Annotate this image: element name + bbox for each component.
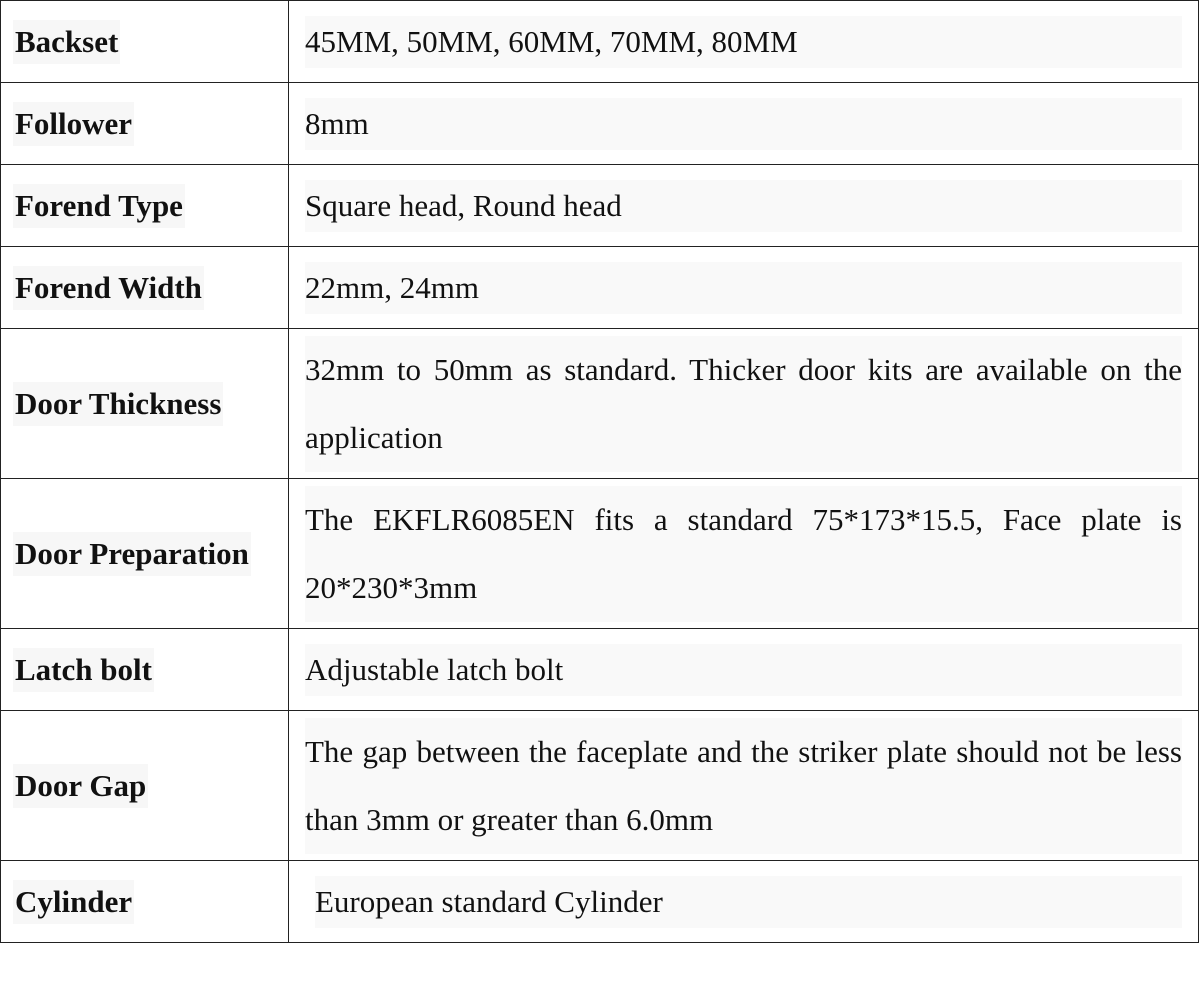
row-value: Adjustable latch bolt	[305, 644, 1182, 696]
row-value-cell	[289, 83, 1199, 165]
row-label-cell	[1, 861, 289, 943]
row-label: Door Preparation	[13, 532, 251, 576]
row-value: 8mm	[305, 98, 1182, 150]
table-row	[1, 247, 1199, 329]
table-row	[1, 629, 1199, 711]
row-label-cell	[1, 629, 289, 711]
row-value: The gap between the faceplate and the striker plate should not be less than 3mm or greater than 6.0mm	[305, 718, 1182, 854]
row-value-cell	[289, 1, 1199, 83]
row-value-cell	[289, 329, 1199, 479]
row-value: European standard Cylinder	[315, 876, 1182, 928]
row-value-cell	[289, 479, 1199, 629]
row-label: Latch bolt	[13, 648, 154, 692]
table-row	[1, 83, 1199, 165]
row-label: Forend Type	[13, 184, 185, 228]
row-label: Backset	[13, 20, 120, 64]
row-value: 32mm to 50mm as standard. Thicker door kits are available on the application	[305, 336, 1182, 472]
table-row	[1, 861, 1199, 943]
row-label-cell	[1, 247, 289, 329]
row-value: The EKFLR6085EN fits a standard 75*173*15.5, Face plate is 20*230*3mm	[305, 486, 1182, 622]
row-label-cell	[1, 165, 289, 247]
row-value-cell	[289, 247, 1199, 329]
row-value: Square head, Round head	[305, 180, 1182, 232]
row-value-cell	[289, 861, 1199, 943]
row-value-cell	[289, 165, 1199, 247]
table-row	[1, 711, 1199, 861]
row-label-cell	[1, 329, 289, 479]
row-label-cell	[1, 83, 289, 165]
table-row	[1, 479, 1199, 629]
row-label: Forend Width	[13, 266, 204, 310]
row-value: 45MM, 50MM, 60MM, 70MM, 80MM	[305, 16, 1182, 68]
row-label: Door Gap	[13, 764, 148, 808]
row-label: Follower	[13, 102, 134, 146]
table-row	[1, 329, 1199, 479]
row-value-cell	[289, 711, 1199, 861]
row-label-cell	[1, 1, 289, 83]
row-label: Cylinder	[13, 880, 134, 924]
table-row	[1, 1, 1199, 83]
row-label-cell	[1, 479, 289, 629]
row-label: Door Thickness	[13, 382, 223, 426]
row-value-cell	[289, 629, 1199, 711]
table-row	[1, 165, 1199, 247]
row-label-cell	[1, 711, 289, 861]
row-value: 22mm, 24mm	[305, 262, 1182, 314]
